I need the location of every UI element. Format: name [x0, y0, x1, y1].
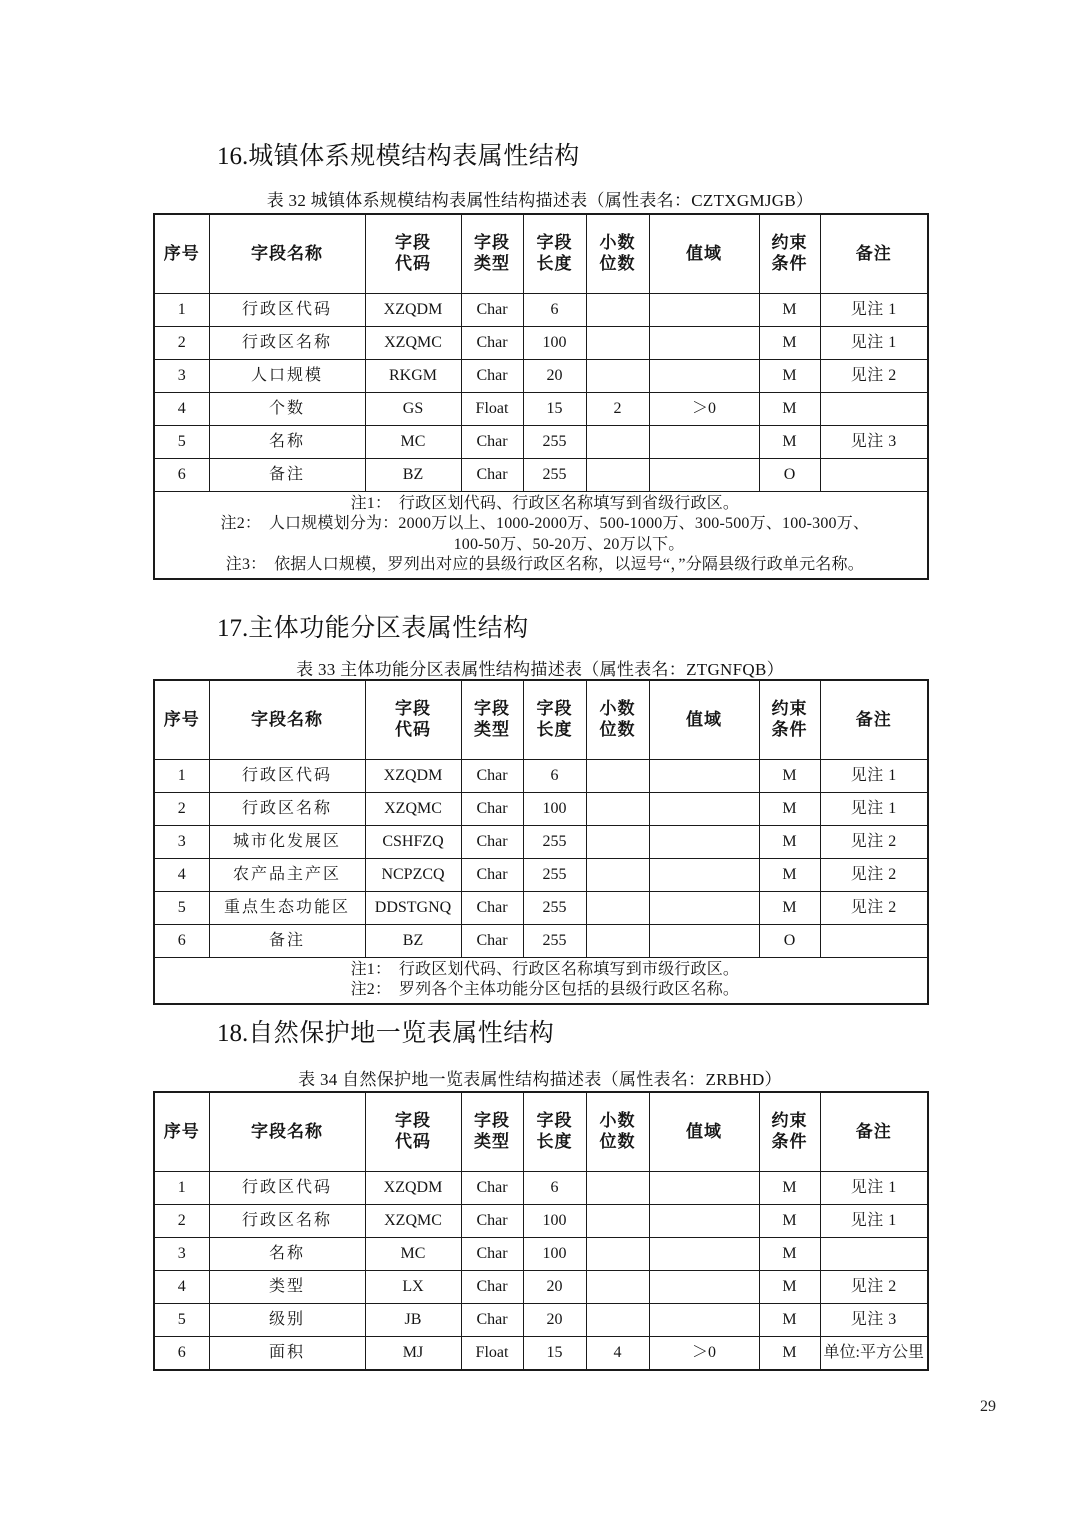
- cell-remark: 见注 2: [820, 892, 928, 925]
- cell-field-code: CSHFZQ: [365, 826, 461, 859]
- table-32: [153, 213, 929, 580]
- cell-decimals: [586, 1205, 649, 1238]
- cell-field-type: Char: [461, 892, 523, 925]
- note-continuation: 100-50万、50-20万、20万以下。: [453, 535, 685, 553]
- cell-field-type: Float: [461, 393, 523, 426]
- cell-field-length: 255: [523, 925, 586, 958]
- cell-field-name: 名称: [209, 1238, 365, 1271]
- section-16-heading: [153, 136, 927, 172]
- cell-value-range: [649, 793, 759, 826]
- cell-decimals: [586, 1238, 649, 1271]
- table-row: [154, 393, 928, 426]
- col-header-decimals: 小数 位数: [586, 680, 649, 760]
- table-row: [154, 294, 928, 327]
- cell-value-range: [649, 294, 759, 327]
- col-header-field-type: 字段 类型: [461, 214, 523, 294]
- table-row: [154, 826, 928, 859]
- section-18-number: 18.: [217, 1020, 249, 1047]
- cell-decimals: [586, 859, 649, 892]
- cell-remark: 见注 1: [820, 294, 928, 327]
- cell-field-name: 行政区名称: [209, 1205, 365, 1238]
- table-row: [154, 793, 928, 826]
- table-row: [154, 1172, 928, 1205]
- cell-field-name: 类型: [209, 1271, 365, 1304]
- cell-decimals: [586, 1172, 649, 1205]
- note-line: [158, 494, 924, 514]
- cell-field-name: 重点生态功能区: [209, 892, 365, 925]
- cell-seq: 4: [154, 1271, 209, 1304]
- cell-remark: 见注 2: [820, 826, 928, 859]
- col-header-field-name: 字段名称: [209, 680, 365, 760]
- cell-decimals: [586, 360, 649, 393]
- cell-field-name: 行政区代码: [209, 760, 365, 793]
- col-header-field-type: 字段 类型: [461, 1092, 523, 1172]
- col-header-field-code: 字段 代码: [365, 214, 461, 294]
- cell-decimals: 4: [586, 1337, 649, 1371]
- cell-decimals: [586, 1271, 649, 1304]
- note-text: 行政区划代码、行政区名称填写到省级行政区。: [398, 495, 740, 512]
- cell-field-code: JB: [365, 1304, 461, 1337]
- cell-decimals: [586, 426, 649, 459]
- cell-field-length: 255: [523, 426, 586, 459]
- cell-remark: 见注 1: [820, 327, 928, 360]
- cell-value-range: [649, 1205, 759, 1238]
- cell-field-code: LX: [365, 1271, 461, 1304]
- section-16-title: 城镇体系规模结构表属性结构: [248, 143, 580, 170]
- cell-field-length: 255: [523, 859, 586, 892]
- section-18-title: 自然保护地一览表属性结构: [248, 1020, 555, 1047]
- cell-constraint: O: [759, 459, 820, 492]
- cell-constraint: M: [759, 1304, 820, 1337]
- section-17-number: 17.: [217, 615, 249, 642]
- cell-field-length: 255: [523, 459, 586, 492]
- cell-remark: 见注 2: [820, 360, 928, 393]
- note-label: 注2：: [220, 515, 262, 533]
- cell-field-name: 面积: [209, 1337, 365, 1371]
- col-header-seq: 序号: [154, 680, 209, 760]
- col-header-seq: 序号: [154, 1092, 209, 1172]
- col-header-decimals: 小数 位数: [586, 214, 649, 294]
- cell-decimals: [586, 793, 649, 826]
- cell-field-length: 6: [523, 294, 586, 327]
- table-34: [153, 1091, 929, 1371]
- cell-remark: [820, 1238, 928, 1271]
- cell-field-type: Char: [461, 793, 523, 826]
- table-row: [154, 459, 928, 492]
- table-34-wrapper: [153, 1091, 927, 1371]
- cell-field-name: 行政区名称: [209, 793, 365, 826]
- notes-cell: [154, 958, 928, 1004]
- cell-seq: 5: [154, 892, 209, 925]
- cell-value-range: [649, 826, 759, 859]
- cell-remark: 见注 1: [820, 1172, 928, 1205]
- cell-decimals: [586, 760, 649, 793]
- col-header-constraint: 约束 条件: [759, 680, 820, 760]
- note-line: [158, 960, 924, 980]
- cell-value-range: [649, 892, 759, 925]
- cell-seq: 6: [154, 925, 209, 958]
- table-row: [154, 859, 928, 892]
- notes-cell: [154, 492, 928, 579]
- cell-seq: 3: [154, 826, 209, 859]
- cell-field-code: BZ: [365, 459, 461, 492]
- cell-value-range: [649, 1304, 759, 1337]
- cell-field-code: XZQMC: [365, 793, 461, 826]
- cell-value-range: [649, 1271, 759, 1304]
- col-header-field-type: 字段 类型: [461, 680, 523, 760]
- cell-decimals: [586, 892, 649, 925]
- cell-field-code: GS: [365, 393, 461, 426]
- col-header-field-name: 字段名称: [209, 1092, 365, 1172]
- cell-seq: 2: [154, 327, 209, 360]
- table-row: [154, 327, 928, 360]
- table-row: [154, 1337, 928, 1371]
- cell-value-range: [649, 1238, 759, 1271]
- table-row: [154, 426, 928, 459]
- note-text: 依据人口规模，罗列出对应的县级行政区名称，以逗号“，”分隔县级行政单元名称。: [274, 556, 864, 574]
- cell-value-range: [649, 1172, 759, 1205]
- cell-field-length: 100: [523, 1238, 586, 1271]
- cell-seq: 2: [154, 1205, 209, 1238]
- note-line: [158, 555, 924, 575]
- note-text: 行政区划代码、行政区名称填写到市级行政区。: [398, 961, 740, 978]
- cell-constraint: M: [759, 793, 820, 826]
- cell-field-code: BZ: [365, 925, 461, 958]
- cell-field-name: 个数: [209, 393, 365, 426]
- cell-seq: 5: [154, 1304, 209, 1337]
- col-header-seq: 序号: [154, 214, 209, 294]
- cell-constraint: M: [759, 760, 820, 793]
- cell-field-name: 人口规模: [209, 360, 365, 393]
- cell-field-code: MC: [365, 1238, 461, 1271]
- col-header-value-range: 值域: [649, 680, 759, 760]
- cell-field-name: 农产品主产区: [209, 859, 365, 892]
- note-label: 注1：: [350, 495, 392, 512]
- cell-field-code: XZQDM: [365, 1172, 461, 1205]
- cell-field-length: 15: [523, 393, 586, 426]
- cell-field-name: 行政区名称: [209, 327, 365, 360]
- cell-constraint: M: [759, 1271, 820, 1304]
- cell-field-name: 备注: [209, 459, 365, 492]
- note-line: [158, 514, 924, 534]
- cell-decimals: [586, 327, 649, 360]
- cell-field-type: Char: [461, 1271, 523, 1304]
- cell-seq: 3: [154, 1238, 209, 1271]
- cell-field-length: 100: [523, 327, 586, 360]
- cell-field-code: RKGM: [365, 360, 461, 393]
- cell-field-type: Char: [461, 1172, 523, 1205]
- cell-field-name: 级别: [209, 1304, 365, 1337]
- cell-constraint: M: [759, 1172, 820, 1205]
- cell-remark: 见注 1: [820, 760, 928, 793]
- cell-field-code: NCPZCQ: [365, 859, 461, 892]
- col-header-field-length: 字段 长度: [523, 214, 586, 294]
- cell-decimals: [586, 459, 649, 492]
- col-header-value-range: 值域: [649, 1092, 759, 1172]
- cell-constraint: M: [759, 294, 820, 327]
- cell-constraint: M: [759, 892, 820, 925]
- cell-field-type: Char: [461, 1304, 523, 1337]
- cell-remark: 见注 1: [820, 793, 928, 826]
- cell-field-length: 255: [523, 826, 586, 859]
- table-notes-row: [154, 958, 928, 1004]
- cell-remark: 见注 2: [820, 859, 928, 892]
- cell-field-code: XZQMC: [365, 1205, 461, 1238]
- col-header-remark: 备注: [820, 680, 928, 760]
- section-16-number: 16.: [217, 143, 249, 170]
- section-18-heading: [153, 1013, 927, 1049]
- table-row: [154, 360, 928, 393]
- cell-field-type: Char: [461, 459, 523, 492]
- cell-remark: 见注 1: [820, 1205, 928, 1238]
- cell-value-range: ＞0: [649, 393, 759, 426]
- table-32-caption: 表 32 城镇体系规模结构表属性结构描述表（属性表名：CZTXGMJGB）: [266, 191, 814, 210]
- table-notes-row: [154, 492, 928, 579]
- col-header-field-length: 字段 长度: [523, 1092, 586, 1172]
- table-33-caption: 表 33 主体功能分区表属性结构描述表（属性表名：ZTGNFQB）: [296, 660, 784, 679]
- cell-remark: [820, 393, 928, 426]
- cell-field-length: 255: [523, 892, 586, 925]
- col-header-decimals: 小数 位数: [586, 1092, 649, 1172]
- cell-seq: 4: [154, 393, 209, 426]
- cell-field-length: 20: [523, 1304, 586, 1337]
- cell-remark: [820, 459, 928, 492]
- note-label: 注3：: [225, 556, 267, 574]
- col-header-remark: 备注: [820, 214, 928, 294]
- cell-field-code: XZQMC: [365, 327, 461, 360]
- cell-seq: 5: [154, 426, 209, 459]
- col-header-field-code: 字段 代码: [365, 680, 461, 760]
- cell-field-type: Char: [461, 327, 523, 360]
- section-17-title: 主体功能分区表属性结构: [248, 615, 529, 642]
- cell-value-range: [649, 760, 759, 793]
- cell-field-type: Char: [461, 760, 523, 793]
- table-row: [154, 1304, 928, 1337]
- cell-constraint: M: [759, 426, 820, 459]
- cell-field-code: MJ: [365, 1337, 461, 1371]
- cell-field-name: 行政区代码: [209, 294, 365, 327]
- table-33: [153, 679, 929, 1005]
- table-header-row: [154, 1092, 928, 1172]
- col-header-remark: 备注: [820, 1092, 928, 1172]
- cell-decimals: [586, 826, 649, 859]
- cell-field-type: Char: [461, 859, 523, 892]
- cell-seq: 6: [154, 459, 209, 492]
- cell-field-length: 15: [523, 1337, 586, 1371]
- cell-field-type: Char: [461, 294, 523, 327]
- cell-decimals: [586, 925, 649, 958]
- cell-value-range: [649, 426, 759, 459]
- table-32-wrapper: [153, 213, 927, 580]
- cell-seq: 4: [154, 859, 209, 892]
- cell-decimals: 2: [586, 393, 649, 426]
- cell-field-type: Char: [461, 925, 523, 958]
- cell-field-length: 6: [523, 760, 586, 793]
- cell-field-type: Char: [461, 1238, 523, 1271]
- col-header-value-range: 值域: [649, 214, 759, 294]
- cell-seq: 2: [154, 793, 209, 826]
- col-header-constraint: 约束 条件: [759, 1092, 820, 1172]
- cell-remark: 见注 3: [820, 426, 928, 459]
- cell-field-code: XZQDM: [365, 294, 461, 327]
- cell-seq: 1: [154, 760, 209, 793]
- cell-field-code: XZQDM: [365, 760, 461, 793]
- cell-value-range: [649, 859, 759, 892]
- cell-field-name: 行政区代码: [209, 1172, 365, 1205]
- cell-constraint: M: [759, 826, 820, 859]
- note-label: 注2：: [350, 981, 392, 999]
- cell-seq: 1: [154, 1172, 209, 1205]
- cell-field-length: 20: [523, 1271, 586, 1304]
- cell-field-code: DDSTGNQ: [365, 892, 461, 925]
- table-34-caption: 表 34 自然保护地一览表属性结构描述表（属性表名：ZRBHD）: [298, 1070, 782, 1089]
- cell-field-length: 20: [523, 360, 586, 393]
- section-17-heading: [153, 608, 927, 644]
- col-header-field-name: 字段名称: [209, 214, 365, 294]
- cell-remark: 单位:平方公里: [820, 1337, 928, 1371]
- cell-remark: 见注 3: [820, 1304, 928, 1337]
- note-text: 罗列各个主体功能分区包括的县级行政区名称。: [398, 981, 740, 999]
- cell-field-type: Char: [461, 826, 523, 859]
- col-header-constraint: 约束 条件: [759, 214, 820, 294]
- cell-field-length: 6: [523, 1172, 586, 1205]
- col-header-field-length: 字段 长度: [523, 680, 586, 760]
- cell-remark: [820, 925, 928, 958]
- cell-field-type: Char: [461, 1205, 523, 1238]
- cell-value-range: [649, 327, 759, 360]
- page-number: 29: [980, 1398, 996, 1415]
- cell-field-name: 名称: [209, 426, 365, 459]
- cell-field-type: Char: [461, 426, 523, 459]
- cell-seq: 1: [154, 294, 209, 327]
- cell-field-name: 城市化发展区: [209, 826, 365, 859]
- cell-constraint: M: [759, 327, 820, 360]
- table-row: [154, 925, 928, 958]
- cell-seq: 6: [154, 1337, 209, 1371]
- cell-field-name: 备注: [209, 925, 365, 958]
- table-33-wrapper: [153, 679, 927, 1005]
- note-line: [158, 980, 924, 1000]
- cell-field-code: MC: [365, 426, 461, 459]
- cell-constraint: M: [759, 360, 820, 393]
- table-header-row: [154, 214, 928, 294]
- cell-constraint: M: [759, 859, 820, 892]
- cell-value-range: [649, 925, 759, 958]
- cell-seq: 3: [154, 360, 209, 393]
- note-label: 注1：: [350, 961, 392, 978]
- table-row: [154, 1271, 928, 1304]
- cell-constraint: M: [759, 1337, 820, 1371]
- table-row: [154, 1205, 928, 1238]
- cell-decimals: [586, 294, 649, 327]
- col-header-field-code: 字段 代码: [365, 1092, 461, 1172]
- note-text: 人口规模划分为：2000万以上、1000-2000万、500-1000万、300-500万、100-300万、: [268, 515, 870, 533]
- table-row: [154, 1238, 928, 1271]
- cell-constraint: O: [759, 925, 820, 958]
- table-header-row: [154, 680, 928, 760]
- cell-constraint: M: [759, 393, 820, 426]
- cell-field-type: Char: [461, 360, 523, 393]
- table-row: [154, 892, 928, 925]
- cell-value-range: ＞0: [649, 1337, 759, 1371]
- table-row: [154, 760, 928, 793]
- cell-remark: 见注 2: [820, 1271, 928, 1304]
- cell-field-length: 100: [523, 1205, 586, 1238]
- cell-decimals: [586, 1304, 649, 1337]
- cell-field-type: Float: [461, 1337, 523, 1371]
- cell-value-range: [649, 459, 759, 492]
- cell-value-range: [649, 360, 759, 393]
- cell-constraint: M: [759, 1205, 820, 1238]
- cell-field-length: 100: [523, 793, 586, 826]
- cell-constraint: M: [759, 1238, 820, 1271]
